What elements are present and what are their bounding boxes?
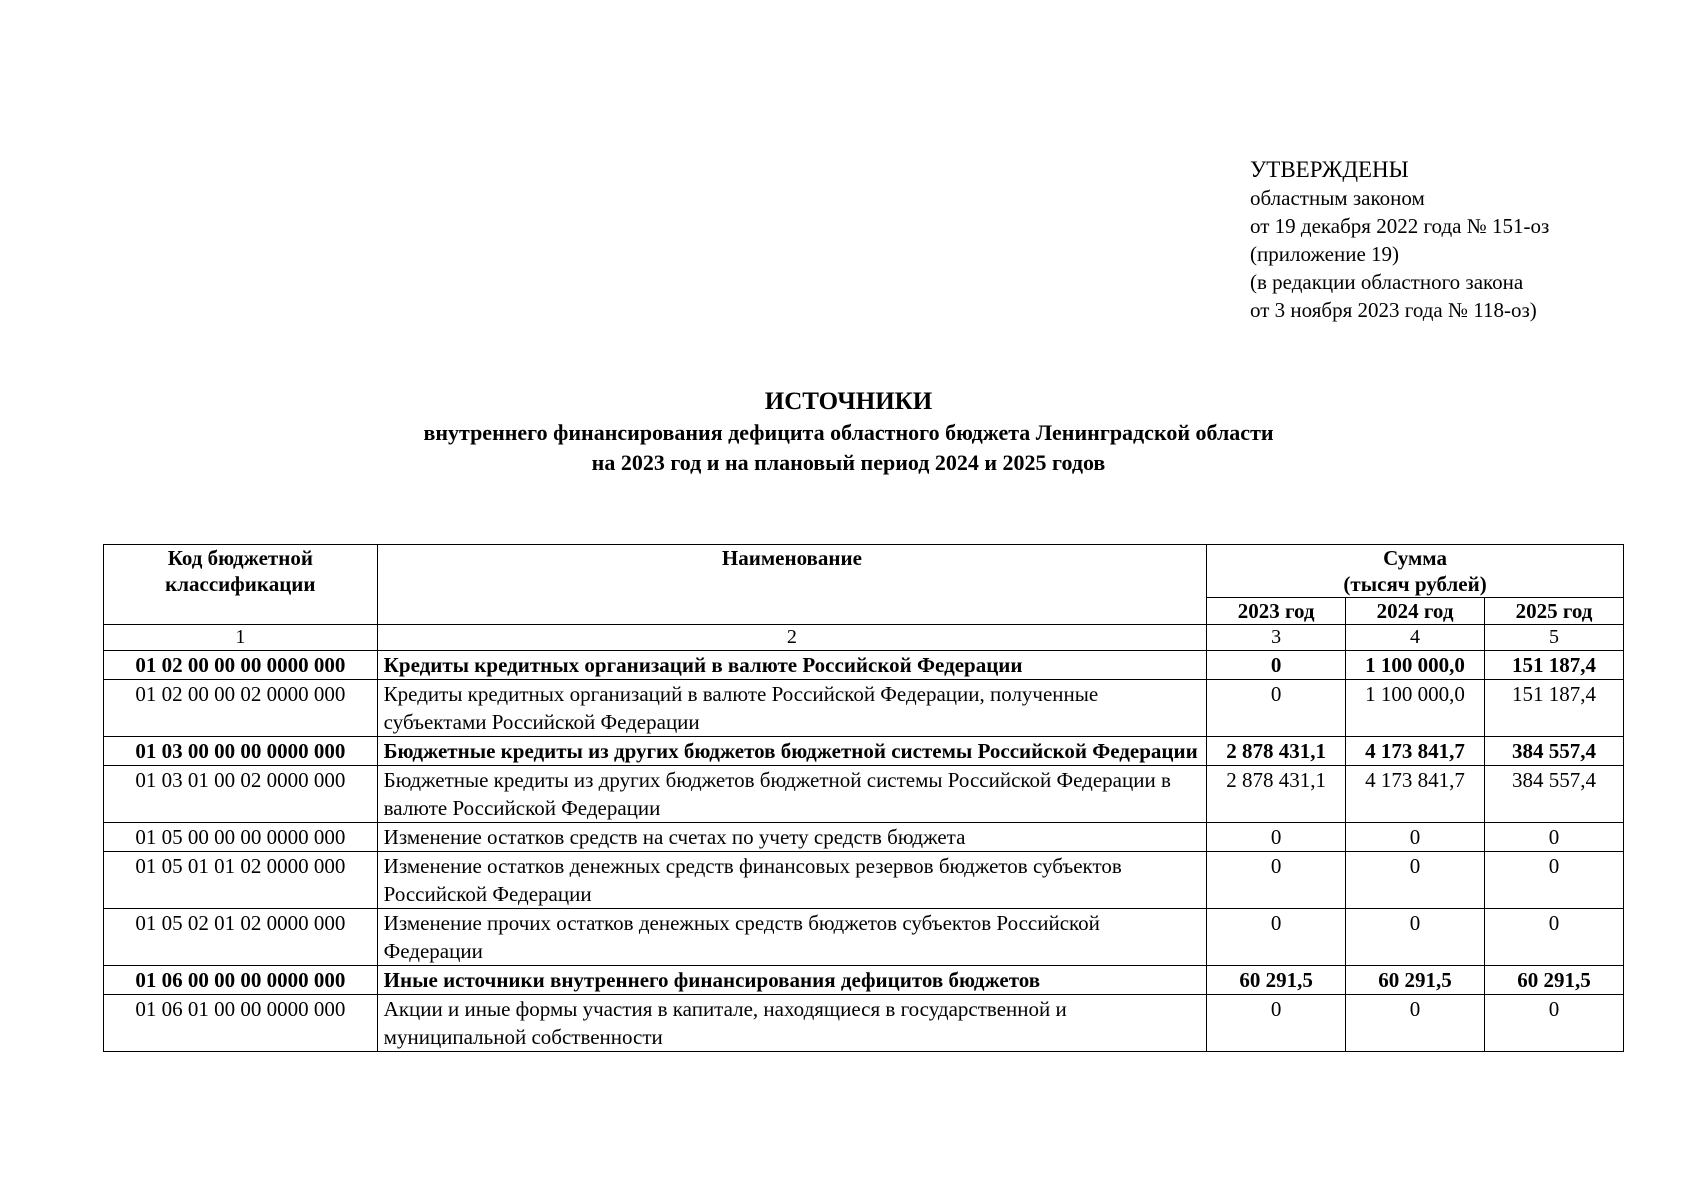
table-row xyxy=(104,766,1624,823)
title-line-2: внутреннего финансирования дефицита областного бюджета Ленинградской области xyxy=(423,420,1274,445)
table-row xyxy=(104,995,1624,1052)
name-cell: Кредиты кредитных организаций в валюте Российской Федерации, полученные субъектами Российской Федерации xyxy=(377,680,1206,737)
table-row xyxy=(104,737,1624,766)
amount-2023-cell: 0 xyxy=(1207,823,1346,852)
table-row xyxy=(104,651,1624,680)
amount-2024-cell: 0 xyxy=(1346,823,1485,852)
header-year-2023: 2023 год xyxy=(1207,598,1346,625)
name-cell: Изменение прочих остатков денежных средств бюджетов субъектов Российской Федерации xyxy=(377,909,1206,966)
column-index: 3 xyxy=(1207,625,1346,651)
column-index: 4 xyxy=(1346,625,1485,651)
budget-code-cell: 01 05 00 00 00 0000 000 xyxy=(104,823,378,852)
amount-2024-cell: 0 xyxy=(1346,995,1485,1052)
amount-2025-cell: 384 557,4 xyxy=(1485,766,1624,823)
amount-2024-cell: 60 291,5 xyxy=(1346,966,1485,995)
amount-2023-cell: 0 xyxy=(1207,995,1346,1052)
amount-2024-cell: 1 100 000,0 xyxy=(1346,680,1485,737)
approval-heading: УТВЕРЖДЕНЫ xyxy=(1250,157,1409,182)
header-year-2025: 2025 год xyxy=(1485,598,1624,625)
amount-2023-cell: 2 878 431,1 xyxy=(1207,737,1346,766)
amount-2025-cell: 384 557,4 xyxy=(1485,737,1624,766)
approval-line: от 3 ноября 2023 года № 118-оз) xyxy=(1250,298,1537,322)
budget-code-cell: 01 03 00 00 00 0000 000 xyxy=(104,737,378,766)
budget-code-cell: 01 02 00 00 02 0000 000 xyxy=(104,680,378,737)
name-cell: Изменение остатков денежных средств финансовых резервов бюджетов субъектов Российской Федерации xyxy=(377,852,1206,909)
amount-2023-cell: 60 291,5 xyxy=(1207,966,1346,995)
title-line-3: на 2023 год и на плановый период 2024 и 2025 годов xyxy=(591,450,1106,475)
approval-line: (в редакции областного закона xyxy=(1250,270,1524,294)
column-index: 1 xyxy=(104,625,378,651)
header-code: Код бюджетной классификации xyxy=(104,545,378,625)
amount-2023-cell: 0 xyxy=(1207,651,1346,680)
name-cell: Бюджетные кредиты из других бюджетов бюджетной системы Российской Федерации xyxy=(377,737,1206,766)
budget-code-cell: 01 06 01 00 00 0000 000 xyxy=(104,995,378,1052)
name-cell: Бюджетные кредиты из других бюджетов бюджетной системы Российской Федерации в валюте Российской Федерации xyxy=(377,766,1206,823)
approval-line: от 19 декабря 2022 года № 151-оз xyxy=(1250,214,1550,238)
table-row xyxy=(104,852,1624,909)
header-name: Наименование xyxy=(377,545,1206,625)
budget-code-cell: 01 06 00 00 00 0000 000 xyxy=(104,966,378,995)
name-cell: Иные источники внутреннего финансирования дефицитов бюджетов xyxy=(377,966,1206,995)
name-cell: Кредиты кредитных организаций в валюте Российской Федерации xyxy=(377,651,1206,680)
column-index: 2 xyxy=(377,625,1206,651)
budget-code-cell: 01 03 01 00 02 0000 000 xyxy=(104,766,378,823)
financing-sources-table xyxy=(103,544,1624,1052)
amount-2025-cell: 151 187,4 xyxy=(1485,651,1624,680)
amount-2025-cell: 0 xyxy=(1485,909,1624,966)
approval-line: (приложение 19) xyxy=(1250,242,1400,266)
column-index: 5 xyxy=(1485,625,1624,651)
amount-2025-cell: 0 xyxy=(1485,995,1624,1052)
budget-code-cell: 01 05 02 01 02 0000 000 xyxy=(104,909,378,966)
table-row xyxy=(104,680,1624,737)
table-row xyxy=(104,823,1624,852)
name-cell: Акции и иные формы участия в капитале, находящиеся в государственной и муниципальной собственности xyxy=(377,995,1206,1052)
approval-line: областным законом xyxy=(1250,186,1425,210)
amount-2023-cell: 0 xyxy=(1207,680,1346,737)
amount-2023-cell: 0 xyxy=(1207,909,1346,966)
title-main: ИСТОЧНИКИ xyxy=(764,388,933,415)
amount-2023-cell: 2 878 431,1 xyxy=(1207,766,1346,823)
amount-2025-cell: 0 xyxy=(1485,852,1624,909)
amount-2024-cell: 4 173 841,7 xyxy=(1346,737,1485,766)
header-year-2024: 2024 год xyxy=(1346,598,1485,625)
table-row xyxy=(104,966,1624,995)
amount-2025-cell: 60 291,5 xyxy=(1485,966,1624,995)
name-cell: Изменение остатков средств на счетах по учету средств бюджета xyxy=(377,823,1206,852)
amount-2024-cell: 4 173 841,7 xyxy=(1346,766,1485,823)
amount-2024-cell: 0 xyxy=(1346,852,1485,909)
amount-2024-cell: 0 xyxy=(1346,909,1485,966)
header-sum xyxy=(1207,545,1624,598)
header-sum-label: Сумма xyxy=(1383,546,1447,570)
header-sum-unit: (тысяч рублей) xyxy=(1343,572,1487,596)
amount-2025-cell: 151 187,4 xyxy=(1485,680,1624,737)
approval-stamp xyxy=(1250,156,1549,324)
budget-code-cell: 01 05 01 01 02 0000 000 xyxy=(104,852,378,909)
amount-2025-cell: 0 xyxy=(1485,823,1624,852)
document-title xyxy=(0,386,1697,478)
amount-2024-cell: 1 100 000,0 xyxy=(1346,651,1485,680)
budget-code-cell: 01 02 00 00 00 0000 000 xyxy=(104,651,378,680)
amount-2023-cell: 0 xyxy=(1207,852,1346,909)
table-row xyxy=(104,909,1624,966)
